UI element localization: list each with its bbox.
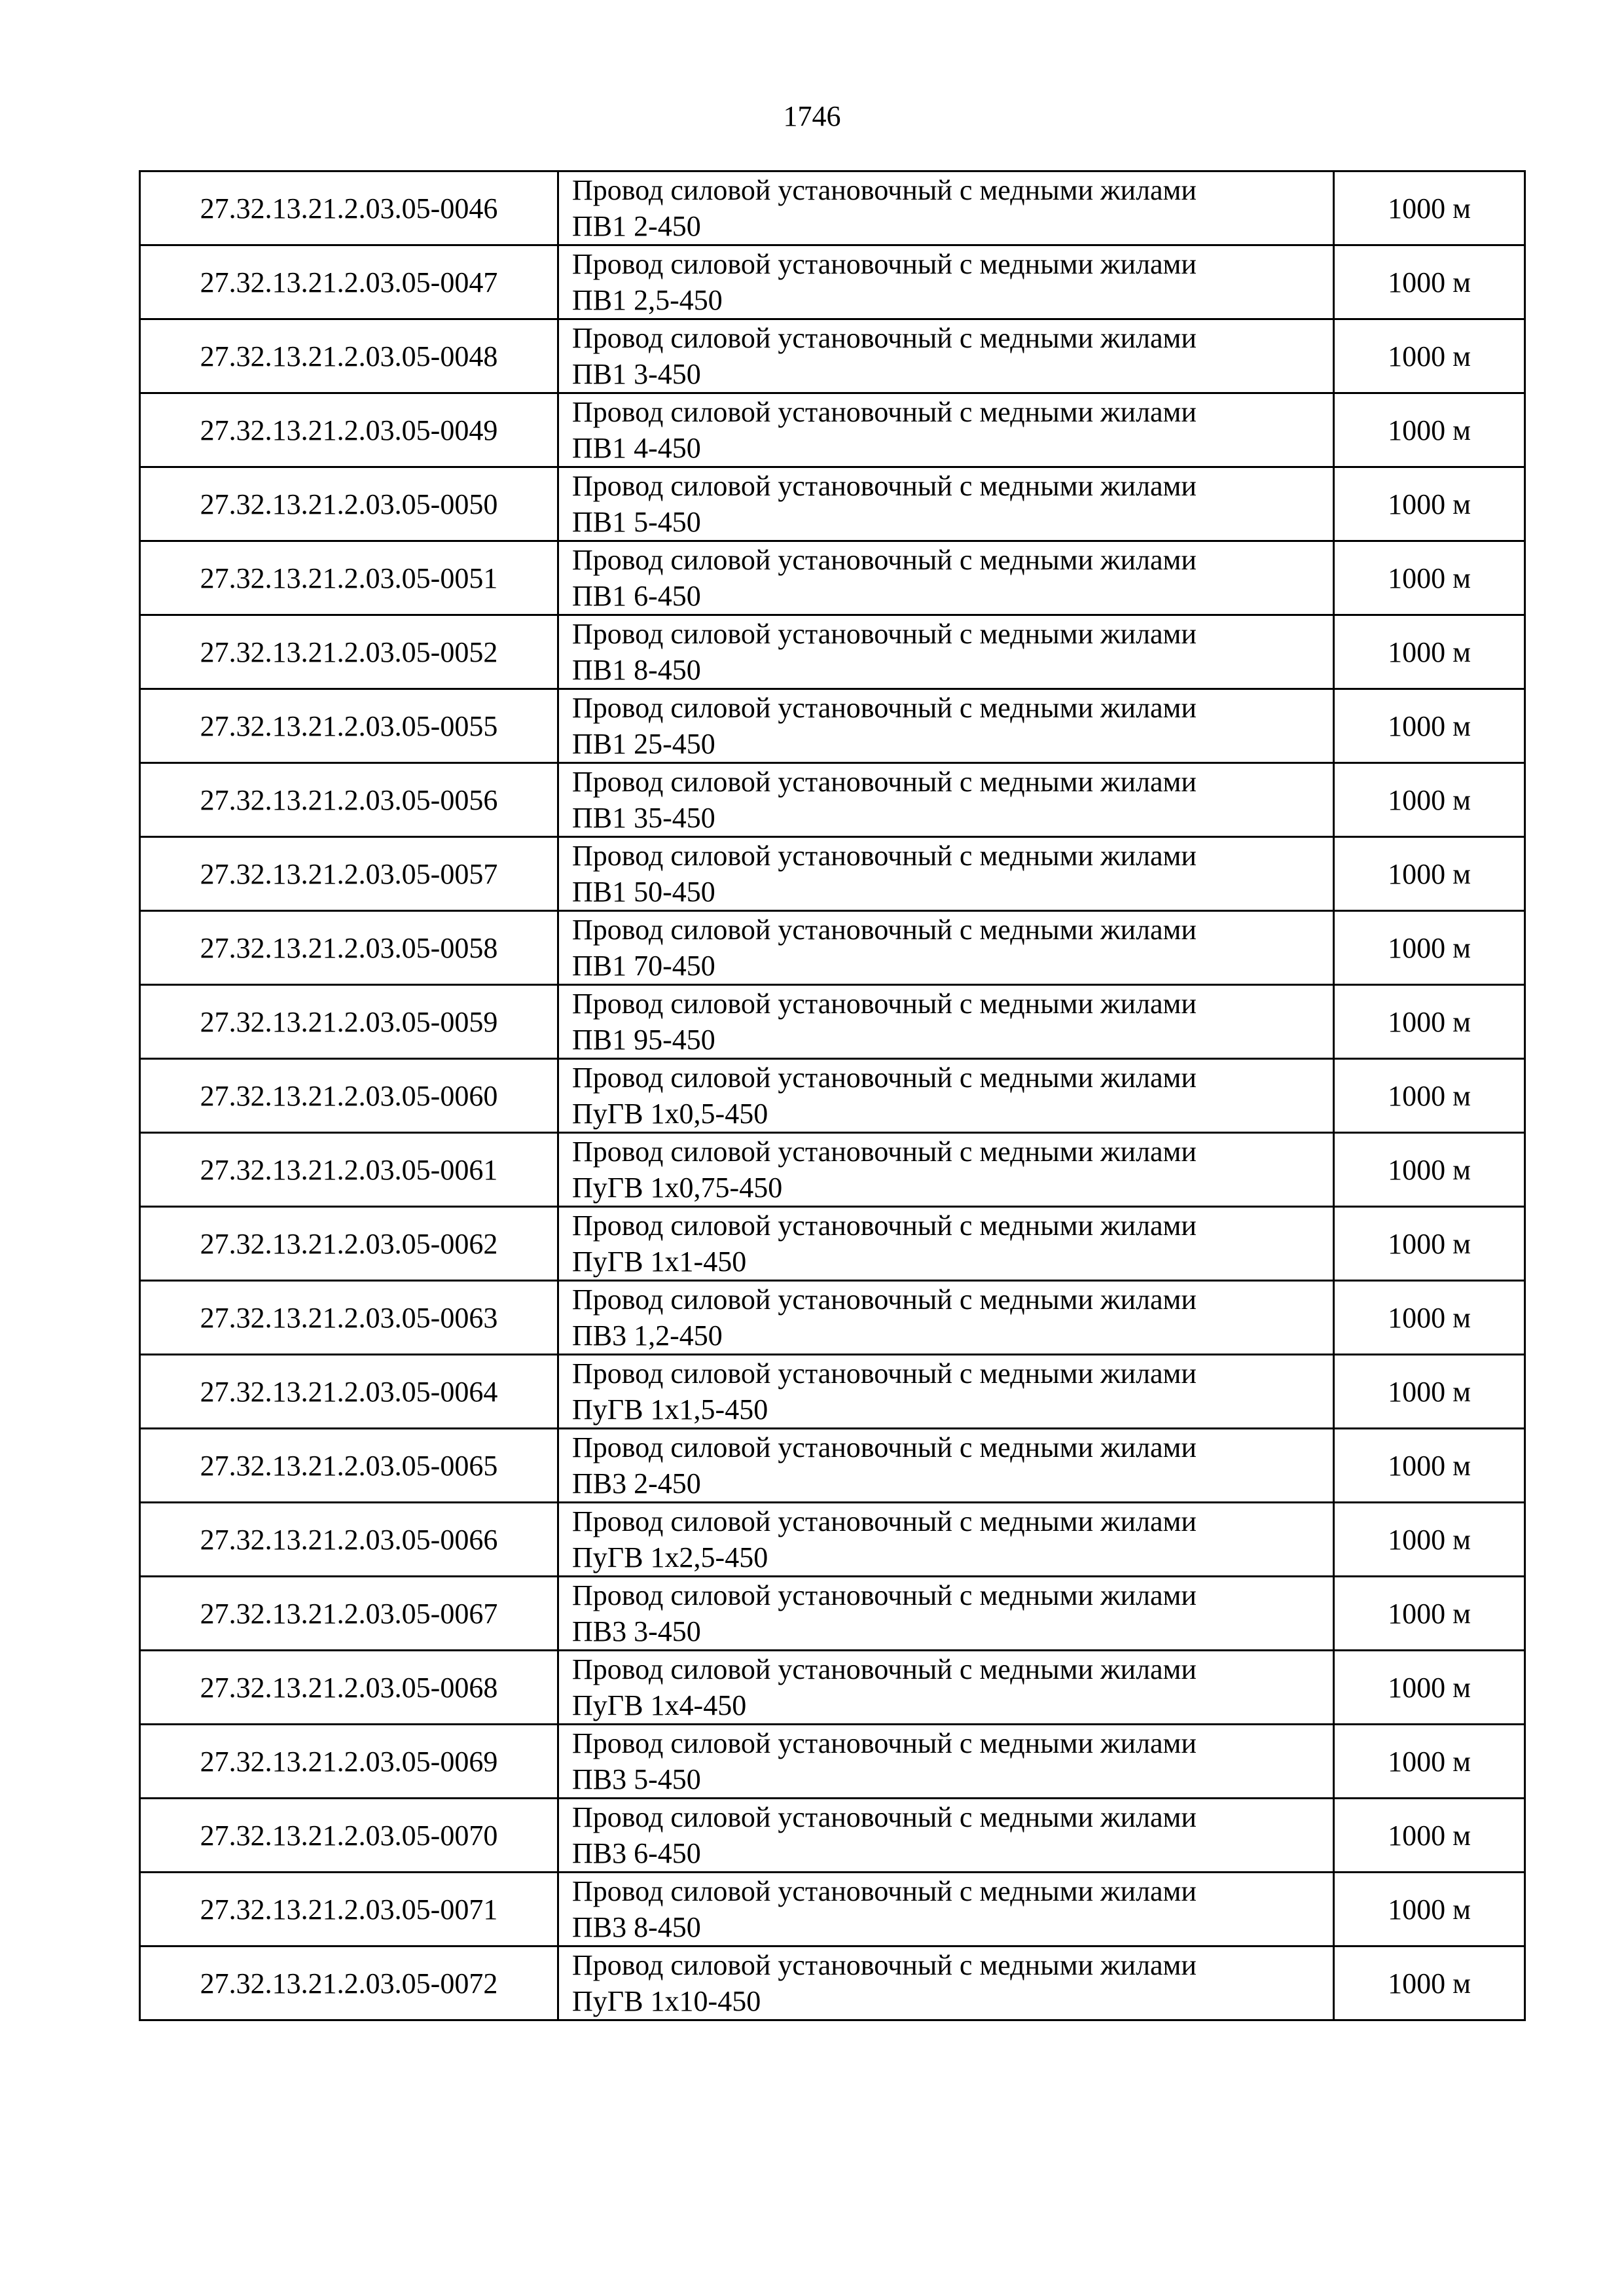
table-row (140, 615, 1525, 689)
unit-of-measure: 1000 м (1334, 245, 1525, 319)
resource-code: 27.32.13.21.2.03.05-0067 (140, 1577, 558, 1651)
page-number: 1746 (783, 100, 841, 132)
unit-of-measure: 1000 м (1334, 467, 1525, 541)
resource-code: 27.32.13.21.2.03.05-0069 (140, 1725, 558, 1799)
resource-description (558, 615, 1334, 689)
description-line-1: Провод силовой установочный с медными жилами (572, 1357, 1197, 1390)
resource-code: 27.32.13.21.2.03.05-0072 (140, 1946, 558, 2020)
resource-code: 27.32.13.21.2.03.05-0051 (140, 541, 558, 615)
resource-code: 27.32.13.21.2.03.05-0046 (140, 171, 558, 245)
description-line-2: ПВ3 8-450 (572, 1911, 701, 1943)
description-line-1: Провод силовой установочный с медными жилами (572, 914, 1197, 946)
resource-description (558, 1873, 1334, 1946)
unit-of-measure: 1000 м (1334, 615, 1525, 689)
resource-description (558, 1059, 1334, 1133)
resource-code: 27.32.13.21.2.03.05-0047 (140, 245, 558, 319)
table-row (140, 1873, 1525, 1946)
resource-description (558, 1429, 1334, 1503)
resource-description (558, 837, 1334, 911)
resource-description (558, 1503, 1334, 1577)
table-row (140, 837, 1525, 911)
description-line-2: ПуГВ 1х2,5-450 (572, 1541, 768, 1573)
table-row (140, 763, 1525, 837)
description-line-2: ПВ3 2-450 (572, 1467, 701, 1499)
description-line-2: ПВ1 2-450 (572, 210, 701, 242)
description-line-2: ПВ1 4-450 (572, 432, 701, 464)
table-row (140, 1133, 1525, 1207)
description-line-1: Провод силовой установочный с медными жилами (572, 248, 1197, 280)
resource-description (558, 911, 1334, 985)
description-line-2: ПуГВ 1х1,5-450 (572, 1393, 768, 1426)
unit-of-measure: 1000 м (1334, 171, 1525, 245)
table-row (140, 1946, 1525, 2020)
description-line-1: Провод силовой установочный с медными жилами (572, 1062, 1197, 1094)
description-line-1: Провод силовой установочный с медными жилами (572, 1505, 1197, 1537)
description-line-1: Провод силовой установочный с медными жилами (572, 766, 1197, 798)
unit-of-measure: 1000 м (1334, 1059, 1525, 1133)
resource-description (558, 319, 1334, 393)
table-row (140, 1651, 1525, 1725)
unit-of-measure: 1000 м (1334, 319, 1525, 393)
resource-code: 27.32.13.21.2.03.05-0052 (140, 615, 558, 689)
description-line-1: Провод силовой установочный с медными жилами (572, 988, 1197, 1020)
resource-description (558, 689, 1334, 763)
unit-of-measure: 1000 м (1334, 689, 1525, 763)
table-row (140, 985, 1525, 1059)
description-line-1: Провод силовой установочный с медными жилами (572, 692, 1197, 724)
table-row (140, 1503, 1525, 1577)
resource-code: 27.32.13.21.2.03.05-0048 (140, 319, 558, 393)
table-row (140, 1799, 1525, 1873)
resource-code: 27.32.13.21.2.03.05-0065 (140, 1429, 558, 1503)
resource-code: 27.32.13.21.2.03.05-0063 (140, 1281, 558, 1355)
description-line-2: ПуГВ 1х10-450 (572, 1985, 761, 2017)
description-line-2: ПВ1 95-450 (572, 1024, 715, 1056)
table-row (140, 319, 1525, 393)
resource-code: 27.32.13.21.2.03.05-0055 (140, 689, 558, 763)
unit-of-measure: 1000 м (1334, 1207, 1525, 1281)
description-line-1: Провод силовой установочный с медными жилами (572, 1283, 1197, 1316)
resource-code: 27.32.13.21.2.03.05-0066 (140, 1503, 558, 1577)
resource-description (558, 1207, 1334, 1281)
unit-of-measure: 1000 м (1334, 837, 1525, 911)
resource-description (558, 393, 1334, 467)
resource-description (558, 985, 1334, 1059)
resource-table (139, 170, 1526, 2021)
table-row (140, 1207, 1525, 1281)
unit-of-measure: 1000 м (1334, 1355, 1525, 1429)
resource-code: 27.32.13.21.2.03.05-0070 (140, 1799, 558, 1873)
table-body (140, 171, 1525, 2020)
description-line-2: ПВ3 6-450 (572, 1837, 701, 1869)
table-row (140, 1577, 1525, 1651)
table-row (140, 689, 1525, 763)
resource-code: 27.32.13.21.2.03.05-0050 (140, 467, 558, 541)
unit-of-measure: 1000 м (1334, 911, 1525, 985)
resource-code: 27.32.13.21.2.03.05-0060 (140, 1059, 558, 1133)
resource-code: 27.32.13.21.2.03.05-0062 (140, 1207, 558, 1281)
table-row (140, 245, 1525, 319)
description-line-1: Провод силовой установочный с медными жилами (572, 1875, 1197, 1907)
resource-description (558, 1799, 1334, 1873)
description-line-1: Провод силовой установочный с медными жилами (572, 1653, 1197, 1685)
unit-of-measure: 1000 м (1334, 1651, 1525, 1725)
resource-code: 27.32.13.21.2.03.05-0071 (140, 1873, 558, 1946)
unit-of-measure: 1000 м (1334, 1577, 1525, 1651)
resource-code: 27.32.13.21.2.03.05-0061 (140, 1133, 558, 1207)
description-line-2: ПВ1 6-450 (572, 580, 701, 612)
unit-of-measure: 1000 м (1334, 763, 1525, 837)
description-line-1: Провод силовой установочный с медными жилами (572, 840, 1197, 872)
description-line-2: ПВ1 25-450 (572, 728, 715, 760)
resource-description (558, 1651, 1334, 1725)
description-line-1: Провод силовой установочный с медными жилами (572, 396, 1197, 428)
unit-of-measure: 1000 м (1334, 1503, 1525, 1577)
unit-of-measure: 1000 м (1334, 985, 1525, 1059)
description-line-1: Провод силовой установочный с медными жилами (572, 1136, 1197, 1168)
description-line-2: ПВ1 70-450 (572, 950, 715, 982)
description-line-2: ПуГВ 1х0,5-450 (572, 1098, 768, 1130)
description-line-2: ПуГВ 1х4-450 (572, 1689, 747, 1721)
description-line-2: ПВ3 5-450 (572, 1763, 701, 1795)
resource-description (558, 1281, 1334, 1355)
unit-of-measure: 1000 м (1334, 1799, 1525, 1873)
description-line-1: Провод силовой установочный с медными жилами (572, 1727, 1197, 1759)
table-row (140, 541, 1525, 615)
table-row (140, 171, 1525, 245)
resource-description (558, 541, 1334, 615)
resource-code: 27.32.13.21.2.03.05-0064 (140, 1355, 558, 1429)
resource-code: 27.32.13.21.2.03.05-0059 (140, 985, 558, 1059)
table-row (140, 1725, 1525, 1799)
table-row (140, 1429, 1525, 1503)
description-line-1: Провод силовой установочный с медными жилами (572, 1431, 1197, 1463)
description-line-1: Провод силовой установочный с медными жилами (572, 1579, 1197, 1611)
description-line-2: ПВ1 2,5-450 (572, 284, 723, 316)
description-line-2: ПВ3 3-450 (572, 1615, 701, 1647)
description-line-1: Провод силовой установочный с медными жилами (572, 1949, 1197, 1981)
resource-code: 27.32.13.21.2.03.05-0049 (140, 393, 558, 467)
unit-of-measure: 1000 м (1334, 1281, 1525, 1355)
table-row (140, 1281, 1525, 1355)
resource-description (558, 1725, 1334, 1799)
resource-code: 27.32.13.21.2.03.05-0058 (140, 911, 558, 985)
description-line-1: Провод силовой установочный с медными жилами (572, 470, 1197, 502)
unit-of-measure: 1000 м (1334, 393, 1525, 467)
description-line-1: Провод силовой установочный с медными жилами (572, 544, 1197, 576)
table-row (140, 393, 1525, 467)
resource-description (558, 171, 1334, 245)
description-line-1: Провод силовой установочный с медными жилами (572, 618, 1197, 650)
unit-of-measure: 1000 м (1334, 1725, 1525, 1799)
resource-description (558, 1577, 1334, 1651)
unit-of-measure: 1000 м (1334, 541, 1525, 615)
resource-description (558, 763, 1334, 837)
resource-description (558, 1355, 1334, 1429)
description-line-1: Провод силовой установочный с медными жилами (572, 1210, 1197, 1242)
resource-code: 27.32.13.21.2.03.05-0057 (140, 837, 558, 911)
resource-description (558, 467, 1334, 541)
description-line-2: ПВ1 8-450 (572, 654, 701, 686)
description-line-1: Провод силовой установочный с медными жилами (572, 1801, 1197, 1833)
table-row (140, 911, 1525, 985)
table-row (140, 1059, 1525, 1133)
unit-of-measure: 1000 м (1334, 1873, 1525, 1946)
description-line-2: ПВ1 35-450 (572, 802, 715, 834)
resource-description (558, 245, 1334, 319)
description-line-1: Провод силовой установочный с медными жилами (572, 174, 1197, 206)
table-row (140, 467, 1525, 541)
description-line-1: Провод силовой установочный с медными жилами (572, 322, 1197, 354)
resource-code: 27.32.13.21.2.03.05-0056 (140, 763, 558, 837)
unit-of-measure: 1000 м (1334, 1429, 1525, 1503)
description-line-2: ПВ1 50-450 (572, 876, 715, 908)
description-line-2: ПуГВ 1х0,75-450 (572, 1172, 783, 1204)
description-line-2: ПуГВ 1х1-450 (572, 1246, 747, 1278)
description-line-2: ПВ3 1,2-450 (572, 1319, 723, 1352)
unit-of-measure: 1000 м (1334, 1946, 1525, 2020)
resource-code: 27.32.13.21.2.03.05-0068 (140, 1651, 558, 1725)
resource-description (558, 1133, 1334, 1207)
description-line-2: ПВ1 3-450 (572, 358, 701, 390)
resource-description (558, 1946, 1334, 2020)
unit-of-measure: 1000 м (1334, 1133, 1525, 1207)
description-line-2: ПВ1 5-450 (572, 506, 701, 538)
table-row (140, 1355, 1525, 1429)
